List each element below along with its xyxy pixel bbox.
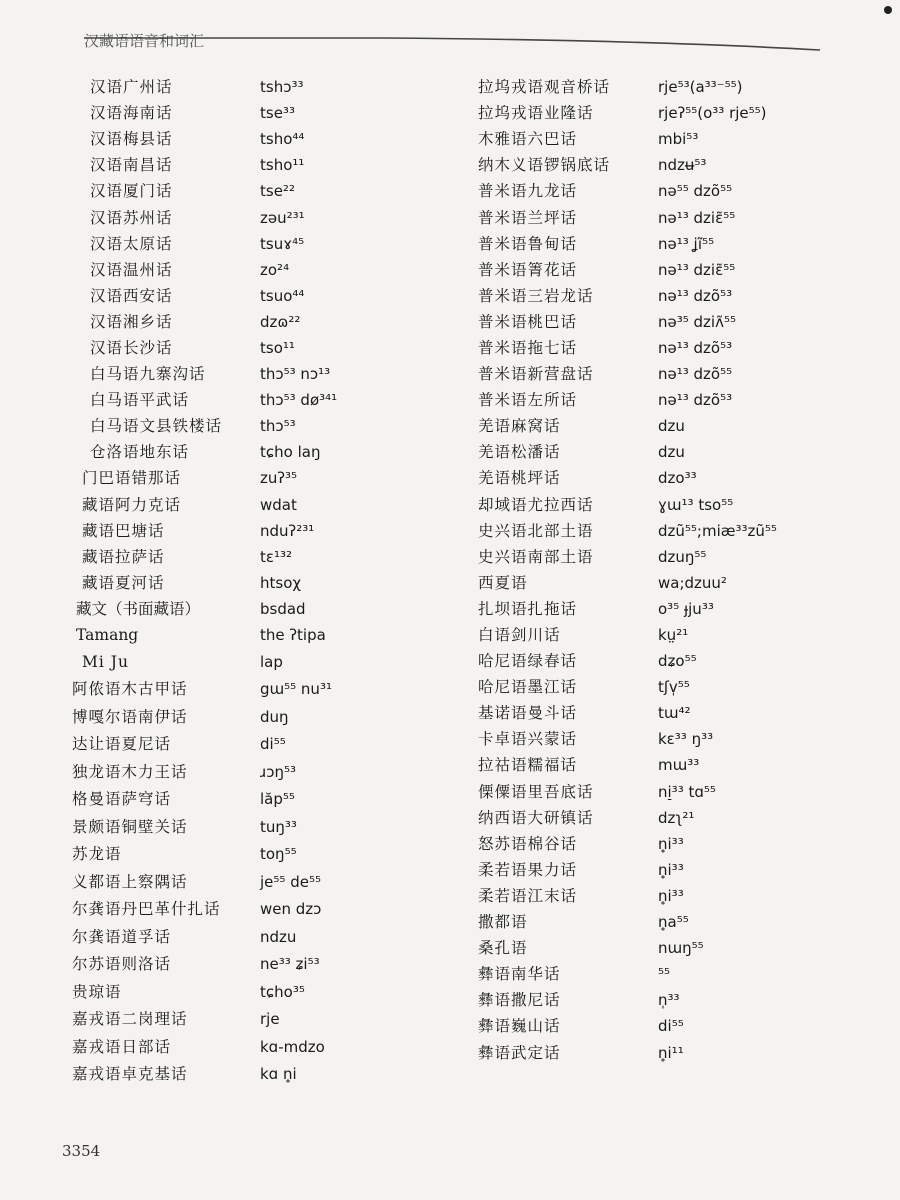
entry-row (64, 841, 464, 869)
phonetic-form: tɕho laŋ (260, 443, 321, 462)
language-name: 格曼语萨穹话 (72, 790, 172, 809)
entry-row (64, 231, 464, 257)
phonetic-form: wa;dzuu² (658, 573, 727, 592)
language-name: 达让语夏尼话 (72, 735, 172, 754)
phonetic-form: tse³³ (260, 104, 295, 123)
language-name: 白语剑川话 (478, 626, 561, 645)
phonetic-form: di⁵⁵ (658, 1017, 684, 1036)
entry-row (478, 465, 878, 491)
language-name: 拉祜语糯福话 (478, 756, 578, 775)
language-name: 仓洛语地东话 (90, 443, 190, 462)
phonetic-form: wdat (260, 495, 297, 514)
entry-row (64, 100, 464, 126)
phonetic-form: htsoχ (260, 573, 302, 592)
language-name: 博嘎尔语南伊话 (72, 707, 188, 726)
entry-row (64, 335, 464, 361)
language-name: 扎坝语扎拖话 (478, 599, 578, 618)
language-name: 卡卓语兴蒙话 (478, 730, 578, 749)
phonetic-form: bsdad (260, 599, 306, 618)
entry-row (478, 909, 878, 935)
phonetic-form: ndzu (260, 927, 297, 946)
language-name: 柔若语江末话 (478, 886, 578, 905)
phonetic-form: rjeʔ⁵⁵(o³³ rje⁵⁵) (658, 104, 767, 123)
phonetic-form: n̥i³³ (658, 860, 684, 879)
entry-row (478, 883, 878, 909)
phonetic-form: kɛ³³ ŋ³³ (658, 730, 714, 749)
phonetic-form: lăp⁵⁵ (260, 790, 295, 809)
phonetic-form: dzu (658, 443, 685, 462)
phonetic-form: nə¹³ dziɛ̃⁵⁵ (658, 260, 736, 279)
language-name: 汉语湘乡话 (90, 312, 173, 331)
language-name: 白马语平武话 (90, 391, 190, 410)
entry-row (64, 492, 464, 518)
entry-row (64, 1033, 464, 1061)
phonetic-form: ne³³ ʑi⁵³ (260, 955, 320, 974)
entry-row (64, 74, 464, 100)
entry-row (478, 622, 878, 648)
phonetic-form: rje (260, 1010, 280, 1029)
entry-row (478, 674, 878, 700)
language-name: 拉坞戎语观音桥话 (478, 78, 611, 97)
entry-row (64, 518, 464, 544)
phonetic-form: the ʔtipa (260, 626, 326, 645)
phonetic-form: duŋ (260, 707, 289, 726)
phonetic-form: o³⁵ ɟju³³ (658, 599, 714, 618)
phonetic-form: kɑ n̥i (260, 1065, 297, 1084)
language-name: 普米语兰坪话 (478, 208, 578, 227)
phonetic-form: thɔ⁵³ dø³⁴¹ (260, 391, 338, 410)
language-name: 藏语阿力克话 (82, 495, 182, 514)
phonetic-form: nə¹³ dziɛ̃⁵⁵ (658, 208, 736, 227)
entry-row (64, 152, 464, 178)
phonetic-form: dzu (658, 417, 685, 436)
left-column (64, 74, 464, 1088)
language-name: 普米语箐花话 (478, 260, 578, 279)
language-name: 尔苏语则洛话 (72, 955, 172, 974)
right-column (478, 74, 878, 1066)
entry-row (64, 1061, 464, 1089)
language-name: 汉语太原话 (90, 234, 173, 253)
language-name: 尔龚语道孚话 (72, 927, 172, 946)
phonetic-form: ⁵⁵ (658, 965, 671, 984)
phonetic-form: ni̠³³ tɑ⁵⁵ (658, 782, 716, 801)
entry-row (64, 439, 464, 465)
entry-row (478, 309, 878, 335)
phonetic-form: wen dzɔ (260, 900, 322, 919)
entry-row (478, 1039, 878, 1065)
entry-row (478, 779, 878, 805)
language-name: 普米语新营盘话 (478, 365, 594, 384)
language-name: 哈尼语绿春话 (478, 652, 578, 671)
entry-row (478, 857, 878, 883)
entry-row (478, 126, 878, 152)
language-name: 彝语南华话 (478, 965, 561, 984)
entry-row (64, 703, 464, 731)
entry-row (478, 492, 878, 518)
entry-row (478, 596, 878, 622)
entry-row (64, 648, 464, 676)
entry-row (478, 726, 878, 752)
entry-row (478, 1013, 878, 1039)
phonetic-form: thɔ⁵³ nɔ¹³ (260, 365, 331, 384)
language-name: 傈僳语里吾底话 (478, 782, 594, 801)
language-name: 彝语巍山话 (478, 1017, 561, 1036)
phonetic-form: kɑ-mdzo (260, 1037, 325, 1056)
language-name: 门巴语错那话 (82, 469, 182, 488)
entry-row (478, 700, 878, 726)
language-name: 纳木义语锣锅底话 (478, 156, 611, 175)
entry-row (64, 465, 464, 491)
entry-row (64, 676, 464, 704)
language-name: 西夏语 (478, 573, 528, 592)
language-name: 柔若语果力话 (478, 860, 578, 879)
language-name: 普米语鲁甸话 (478, 234, 578, 253)
entry-row (478, 570, 878, 596)
entry-row (478, 831, 878, 857)
entry-row (64, 126, 464, 152)
phonetic-form: n̩³³ (658, 991, 680, 1010)
phonetic-form: zo²⁴ (260, 260, 290, 279)
entry-row (64, 309, 464, 335)
entry-row (64, 570, 464, 596)
entry-row (64, 283, 464, 309)
phonetic-form: tsho¹¹ (260, 156, 305, 175)
entry-row (478, 74, 878, 100)
phonetic-form: gɯ⁵⁵ nu³¹ (260, 680, 332, 699)
phonetic-form: nə⁵⁵ dzõ⁵⁵ (658, 182, 733, 201)
language-name: 怒苏语棉谷话 (478, 834, 578, 853)
phonetic-form: ɣɯ¹³ tso⁵⁵ (658, 495, 734, 514)
language-name: 彝语撒尼话 (478, 991, 561, 1010)
phonetic-form: nduʔ²³¹ (260, 521, 315, 540)
phonetic-form: tsuo⁴⁴ (260, 286, 305, 305)
phonetic-form: ndzʉ⁵³ (658, 156, 707, 175)
language-name: 史兴语北部土语 (478, 521, 594, 540)
entry-row (478, 413, 878, 439)
phonetic-form: thɔ⁵³ (260, 417, 296, 436)
language-name: 白马语九寨沟话 (90, 365, 206, 384)
phonetic-form: nə³⁵ dziʌ̃⁵⁵ (658, 312, 736, 331)
language-name: 汉语梅县话 (90, 130, 173, 149)
phonetic-form: tɯ⁴² (658, 704, 691, 723)
language-name: 贵琼语 (72, 982, 122, 1001)
phonetic-form: nə¹³ dzõ⁵⁵ (658, 365, 733, 384)
entry-row (64, 387, 464, 413)
language-name: 嘉戎语卓克基话 (72, 1065, 188, 1084)
phonetic-form: nɯŋ⁵⁵ (658, 939, 704, 958)
entry-row (64, 596, 464, 622)
entry-row (64, 731, 464, 759)
entry-row (478, 178, 878, 204)
entry-row (478, 518, 878, 544)
entry-row (478, 361, 878, 387)
language-name: 汉语广州话 (90, 78, 173, 97)
phonetic-form: nə¹³ dzõ⁵³ (658, 286, 733, 305)
entry-row (64, 786, 464, 814)
phonetic-form: dzũ⁵⁵;miæ³³zũ⁵⁵ (658, 521, 777, 540)
header-rule (84, 32, 820, 52)
phonetic-form: dʑo⁵⁵ (658, 652, 697, 671)
language-name: 独龙语木力王话 (72, 762, 188, 781)
language-name: 拉坞戎语业隆话 (478, 104, 594, 123)
phonetic-form: di⁵⁵ (260, 735, 286, 754)
phonetic-form: n̥i³³ (658, 886, 684, 905)
entry-row (64, 622, 464, 648)
language-name: 嘉戎语二岗理话 (72, 1010, 188, 1029)
language-name: 基诺语曼斗话 (478, 704, 578, 723)
entry-row (64, 204, 464, 230)
language-name: 尔龚语丹巴革什扎话 (72, 900, 221, 919)
running-title: 汉藏语语音和词汇 (84, 32, 205, 50)
phonetic-form: nə¹³ dzõ⁵³ (658, 338, 733, 357)
entry-row (64, 257, 464, 283)
phonetic-form: nə¹³ ʝĩ⁵⁵ (658, 234, 715, 253)
entry-row (478, 283, 878, 309)
entry-row (478, 544, 878, 570)
entry-row (64, 361, 464, 387)
entry-row (64, 544, 464, 570)
language-name: 撒都语 (478, 913, 528, 932)
language-name: 桑孔语 (478, 939, 528, 958)
entry-row (478, 752, 878, 778)
phonetic-form: tsuɤ⁴⁵ (260, 234, 305, 253)
entry-row (478, 387, 878, 413)
language-name: Tamang (76, 626, 139, 645)
entry-row (64, 923, 464, 951)
phonetic-form: dzo³³ (658, 469, 697, 488)
phonetic-form: n̥i³³ (658, 834, 684, 853)
language-name: 纳西语大研镇话 (478, 808, 594, 827)
entry-row (478, 935, 878, 961)
language-name: 哈尼语墨江话 (478, 678, 578, 697)
entry-row (478, 100, 878, 126)
phonetic-form: tse²² (260, 182, 295, 201)
language-name: 普米语三岩龙话 (478, 286, 594, 305)
phonetic-form: tɕho³⁵ (260, 982, 305, 1001)
phonetic-form: tsho⁴⁴ (260, 130, 305, 149)
language-name: 普米语桃巴话 (478, 312, 578, 331)
entry-row (478, 231, 878, 257)
language-name: 藏文（书面藏语） (76, 599, 201, 618)
language-name: 藏语夏河话 (82, 573, 165, 592)
language-name: 汉语长沙话 (90, 338, 173, 357)
phonetic-form: ɹɔŋ⁵³ (260, 762, 296, 781)
page-number: 3354 (62, 1142, 101, 1160)
phonetic-form: nə¹³ dzõ⁵³ (658, 391, 733, 410)
entry-row (478, 204, 878, 230)
phonetic-form: n̥i¹¹ (658, 1043, 684, 1062)
phonetic-form: kṳ²¹ (658, 626, 689, 645)
phonetic-form: tʃv̩⁵⁵ (658, 678, 690, 697)
phonetic-form: tshɔ³³ (260, 78, 304, 97)
phonetic-form: toŋ⁵⁵ (260, 845, 297, 864)
entry-row (478, 152, 878, 178)
language-name: 藏语拉萨话 (82, 547, 165, 566)
phonetic-form: mɯ³³ (658, 756, 700, 775)
phonetic-form: dzɷ²² (260, 312, 301, 331)
language-name: 普米语九龙话 (478, 182, 578, 201)
language-name: 彝语武定话 (478, 1043, 561, 1062)
entry-row (478, 805, 878, 831)
language-name: 白马语文县铁楼话 (90, 417, 223, 436)
language-name: 汉语苏州话 (90, 208, 173, 227)
entry-row (478, 439, 878, 465)
scan-mark (884, 6, 892, 14)
phonetic-form: rje⁵³(a³³⁻⁵⁵) (658, 78, 743, 97)
phonetic-form: n̥a⁵⁵ (658, 913, 689, 932)
language-name: 义都语上察隅话 (72, 872, 188, 891)
entry-row (64, 978, 464, 1006)
entry-row (64, 413, 464, 439)
phonetic-form: dzuŋ⁵⁵ (658, 547, 707, 566)
entry-row (478, 987, 878, 1013)
language-name: 苏龙语 (72, 845, 122, 864)
language-name: 汉语南昌话 (90, 156, 173, 175)
entry-row (478, 335, 878, 361)
language-name: 木雅语六巴话 (478, 130, 578, 149)
language-name: 普米语左所话 (478, 391, 578, 410)
language-name: 史兴语南部土语 (478, 547, 594, 566)
entry-row (64, 896, 464, 924)
entry-row (478, 648, 878, 674)
entry-row (478, 961, 878, 987)
phonetic-form: tso¹¹ (260, 338, 295, 357)
entry-row (64, 758, 464, 786)
language-name: 普米语拖七话 (478, 338, 578, 357)
language-name: 羌语桃坪话 (478, 469, 561, 488)
entry-row (64, 1006, 464, 1034)
language-name: 汉语温州话 (90, 260, 173, 279)
entry-row (478, 257, 878, 283)
entry-row (64, 868, 464, 896)
language-name: 景颇语铜壁关话 (72, 817, 188, 836)
phonetic-form: zəu²³¹ (260, 208, 305, 227)
language-name: 藏语巴塘话 (82, 521, 165, 540)
entry-row (64, 178, 464, 204)
phonetic-form: je⁵⁵ de⁵⁵ (260, 872, 321, 891)
language-name: 却域语尤拉西话 (478, 495, 594, 514)
language-name: 阿侬语木古甲话 (72, 680, 188, 699)
language-name: 羌语松潘话 (478, 443, 561, 462)
language-name: 汉语西安话 (90, 286, 173, 305)
language-name: 嘉戎语日部话 (72, 1037, 172, 1056)
language-name: Mi Ju (82, 652, 129, 671)
language-name: 羌语麻窝话 (478, 417, 561, 436)
entry-row (64, 951, 464, 979)
language-name: 汉语厦门话 (90, 182, 173, 201)
phonetic-form: zuʔ³⁵ (260, 469, 298, 488)
entry-row (64, 813, 464, 841)
language-name: 汉语海南话 (90, 104, 173, 123)
phonetic-form: mbi⁵³ (658, 130, 699, 149)
phonetic-form: dzʅ²¹ (658, 808, 695, 827)
phonetic-form: lap (260, 652, 283, 671)
phonetic-form: tuŋ³³ (260, 817, 297, 836)
phonetic-form: tɛ¹³² (260, 547, 293, 566)
